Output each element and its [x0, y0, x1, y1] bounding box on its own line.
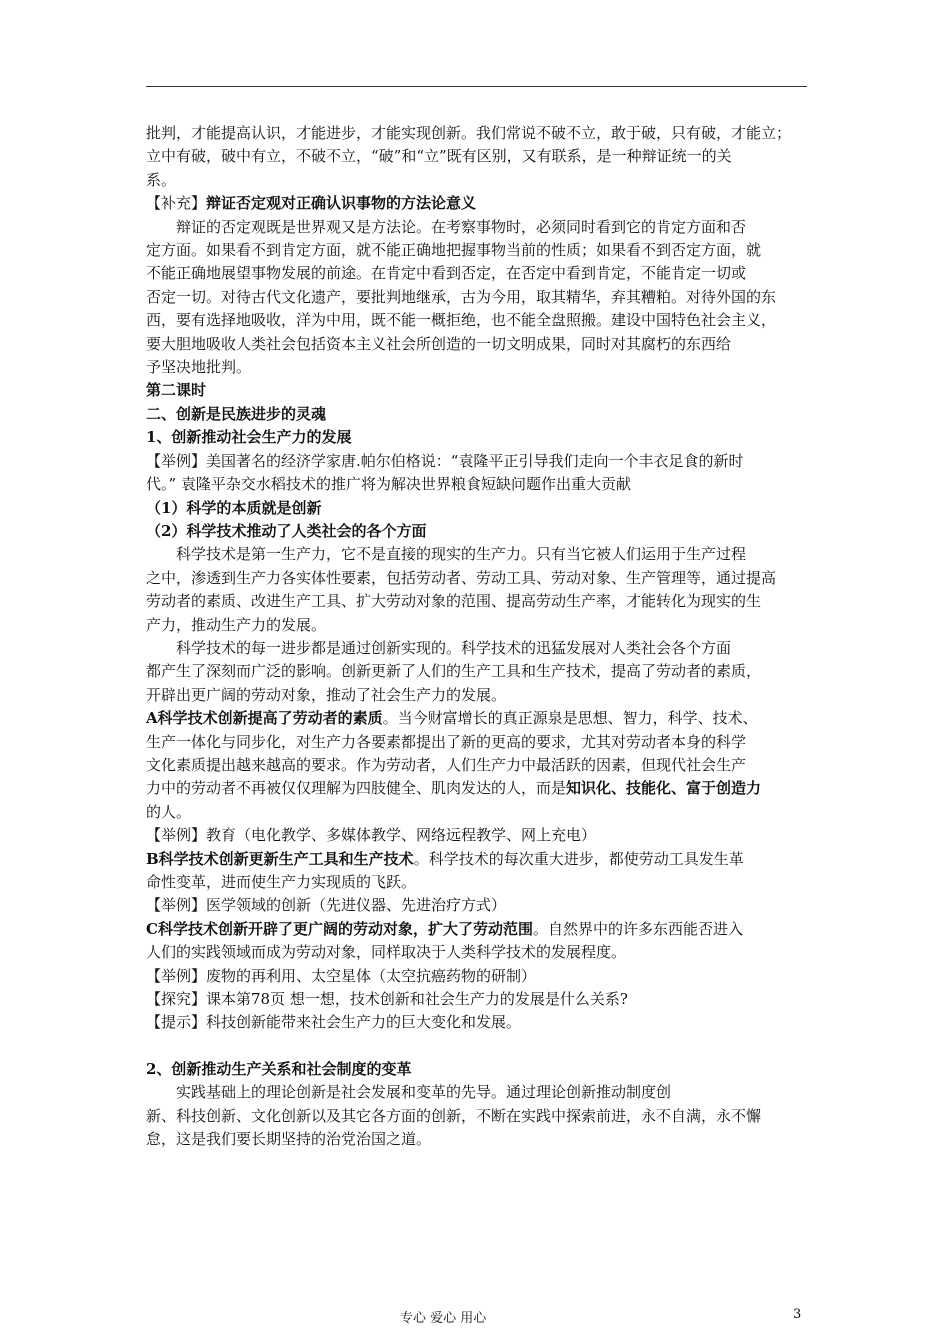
page-footer	[0, 1307, 950, 1327]
bold-phrase: A科学技术创新提高了劳动者的素质	[146, 709, 383, 728]
heading-line: 第二课时	[146, 381, 207, 400]
text-line: 要大胆地吸收人类社会包括资本主义社会所创造的一切文明成果，同时对其腐朽的东西给	[146, 334, 732, 353]
text-line: 【举例】教育（电化教学、多媒体教学、网络远程教学、网上充电）	[146, 826, 597, 845]
text-line: 不能正确地展望事物发展的前途。在肯定中看到否定，在否定中看到肯定，不能肯定一切或	[146, 264, 747, 283]
text-line: 立中有破，破中有立，不破不立，“破”和“立”既有区别，又有联系，是一种辩证统一的关	[146, 147, 732, 166]
bold-phrase: 辩证否定观对正确认识事物的方法论意义	[206, 194, 477, 213]
text-phrase: 。自然界中的许多东西能否进入	[532, 919, 743, 938]
text-phrase: 【补充】	[146, 194, 207, 213]
text-line	[146, 848, 810, 871]
text-line: 新、科技创新、文化创新以及其它各方面的创新，不断在实践中探索前进，永不自满，永不懈	[146, 1106, 762, 1125]
text-line: 予坚决地批判。	[146, 358, 252, 377]
text-line: 【举例】美国著名的经济学家唐.帕尔伯格说：“袁隆平正引导我们走向一个丰衣足食的新时	[146, 451, 744, 470]
text-phrase: 力中的劳动者不再被仅仅理解为四肢健全、肌肉发达的人，而是	[146, 779, 567, 798]
text-line: 【举例】医学领域的创新（先进仪器、先进治疗方式）	[146, 896, 507, 915]
bold-phrase: C科学技术创新开辟了更广阔的劳动对象，扩大了劳动范围	[146, 919, 533, 938]
text-line	[146, 918, 810, 941]
text-phrase: 。科学技术的每次重大进步，都使劳动工具发生革	[413, 849, 744, 868]
text-line: 的人。	[146, 802, 192, 821]
text-line: 产力，推动生产力的发展。	[146, 615, 327, 634]
text-line: 实践基础上的理论创新是社会发展和变革的先导。通过理论创新推动制度创	[176, 1083, 672, 1102]
bold-phrase: 知识化、技能化、富于创造力	[566, 779, 762, 798]
heading-line: （2）科学技术推动了人类社会的各个方面	[146, 521, 427, 540]
text-line: 代。” 袁隆平杂交水稻技术的推广将为解决世界粮食短缺问题作出重大贡献	[146, 475, 631, 494]
text-line: 命性变革，进而使生产力实现质的飞跃。	[146, 873, 417, 891]
text-line: 劳动者的素质、改进生产工具、扩大劳动对象的范围、提高劳动生产率，才能转化为现实的生	[146, 592, 762, 611]
heading-line: （1）科学的本质就是创新	[146, 498, 322, 517]
text-line: 都产生了深刻而广泛的影响。创新更新了人们的生产工具和生产技术，提高了劳动者的素质，	[146, 662, 762, 681]
heading-line: 二、创新是民族进步的灵魂	[146, 404, 327, 423]
text-line: 批判，才能提高认识，才能进步，才能实现创新。我们常说不破不立，敢于破，只有破，才能立；	[146, 124, 792, 142]
text-line: 定方面。如果看不到肯定方面，就不能正确地把握事物当前的性质；如果看不到否定方面，就	[146, 241, 762, 260]
page-number: 3	[793, 1307, 802, 1322]
text-phrase: 。当今财富增长的真正源泉是思想、智力，科学、技术、	[382, 709, 758, 728]
text-line: 【提示】科技创新能带来社会生产力的巨大变化和发展。	[146, 1013, 522, 1032]
text-line: 开辟出更广阔的劳动对象，推动了社会生产力的发展。	[146, 685, 507, 704]
text-line: 【探究】课本第78页 想一想，技术创新和社会生产力的发展是什么关系?	[146, 990, 628, 1009]
text-line: 怠，这是我们要长期坚持的治党治国之道。	[146, 1130, 432, 1149]
text-line: 科学技术的每一进步都是通过创新实现的。科学技术的迅猛发展对人类社会各个方面	[176, 638, 732, 657]
footer-motto: 专心 爱心 用心	[400, 1311, 487, 1326]
header-rule	[146, 86, 807, 87]
heading-line: 1、创新推动社会生产力的发展	[146, 428, 352, 447]
bold-phrase: B科学技术创新更新生产工具和生产技术	[146, 849, 414, 868]
text-line: 系。	[146, 170, 177, 189]
text-line: 科学技术是第一生产力，它不是直接的现实的生产力。只有当它被人们运用于生产过程	[176, 545, 747, 564]
text-line: 【举例】废物的再利用、太空星体（太空抗癌药物的研制）	[146, 966, 537, 985]
heading-line: 2、创新推动生产关系和社会制度的变革	[146, 1059, 412, 1078]
text-line: 生产一体化与同步化，对生产力各要素都提出了新的更高的要求，尤其对劳动者本身的科学	[146, 732, 747, 751]
text-line: 文化素质提出越来越高的要求。作为劳动者，人们生产力中最活跃的因素，但现代社会生产	[146, 755, 747, 774]
text-line	[146, 707, 810, 730]
text-line: 之中，渗透到生产力各实体性要素，包括劳动者、劳动工具、劳动对象、生产管理等，通过提高	[146, 568, 777, 587]
text-line: 辩证的否定观既是世界观又是方法论。在考察事物时，必须同时看到它的肯定方面和否	[176, 217, 747, 236]
text-line: 西，要有选择地吸收，洋为中用，既不能一概拒绝，也不能全盘照搬。建设中国特色社会主义，	[146, 311, 777, 330]
text-line	[146, 777, 810, 800]
text-line: 否定一切。对待古代文化遗产，要批判地继承，古为今用，取其精华，弃其糟粕。对待外国的东	[146, 287, 777, 306]
blank-line	[146, 1035, 810, 1058]
text-line	[146, 192, 810, 215]
text-line: 人们的实践领域而成为劳动对象，同样取决于人类科学技术的发展程度。	[146, 943, 627, 962]
document-body	[146, 122, 810, 1151]
